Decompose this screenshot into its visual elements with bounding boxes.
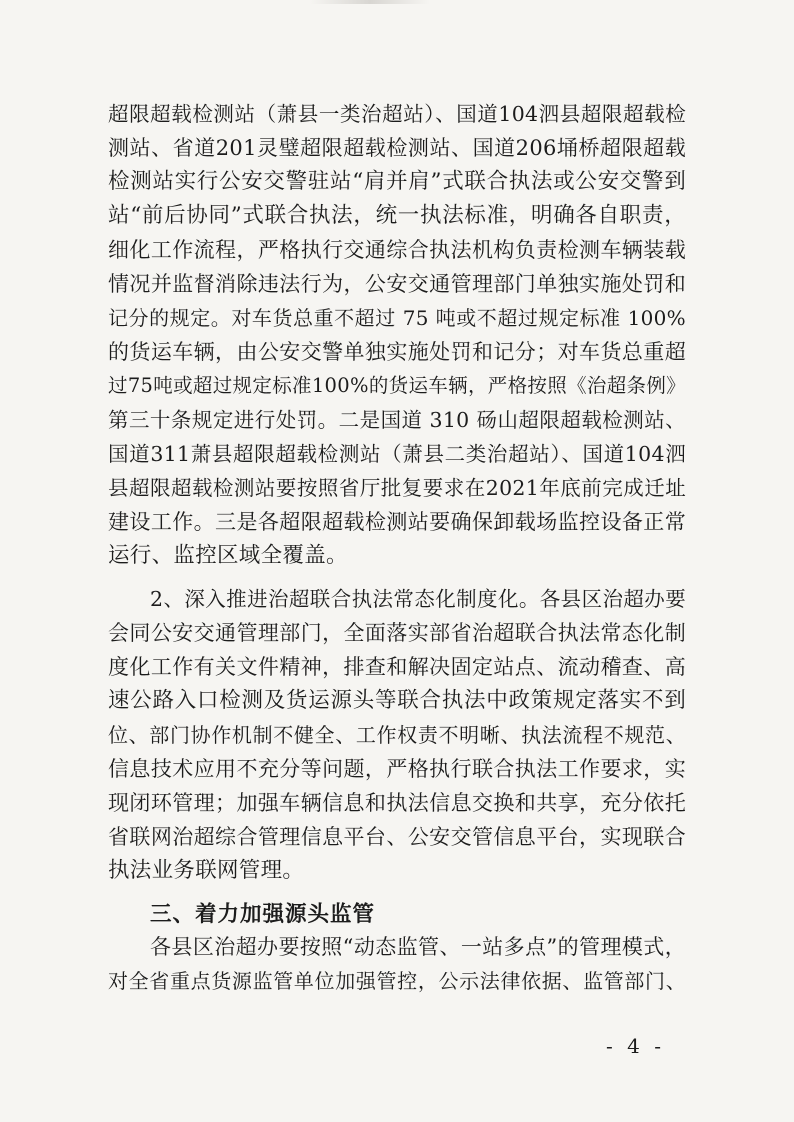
- body-line: 2、深入推进治超联合执法常态化制度化。各县区治超办要: [150, 587, 686, 611]
- body-line: 过75吨或超过规定标准100%的货运车辆，严格按照《治超条例》: [108, 374, 686, 397]
- body-line: 县超限超载检测站要按照省厅批复要求在2021年底前完成迁址: [108, 476, 686, 500]
- body-line: 省联网治超综合管理信息平台、公安交管信息平台，实现联合: [108, 825, 686, 849]
- body-line: 各县区治超办要按照“动态监管、一站多点”的管理模式，: [150, 935, 686, 959]
- body-line: 记分的规定。对车货总重不超过 75 吨或不超过规定标准 100%: [108, 306, 686, 330]
- body-line: 情况并监督消除违法行为，公安交通管理部门单独实施处罚和: [108, 272, 686, 296]
- body-line: 第三十条规定进行处罚。二是国道 310 砀山超限超载检测站、: [108, 408, 686, 432]
- body-line: 执法业务联网管理。: [108, 858, 305, 883]
- body-line: 速公路入口检测及货运源头等联合执法中政策规定落实不到: [108, 688, 686, 713]
- body-line: 国道311萧县超限超载检测站（萧县二类治超站）、国道104泗: [108, 442, 686, 466]
- body-line: 的货运车辆，由公安交警单独实施处罚和记分；对车货总重超: [108, 340, 686, 364]
- section-heading: 三、着力加强源头监管: [150, 902, 376, 927]
- body-line: 位、部门协作机制不健全、工作权责不明晰、执法流程不规范、: [108, 723, 686, 747]
- body-line: 检测站实行公安交警驻站“肩并肩”式联合执法或公安交警到: [108, 169, 686, 194]
- scan-artifact: [310, 0, 430, 4]
- body-line: 超限超载检测站（萧县一类治超站）、国道104泗县超限超载检: [108, 102, 686, 126]
- body-line: 运行、监控区域全覆盖。: [108, 543, 348, 568]
- body-line: 信息技术应用不充分等问题，严格执行联合执法工作要求，实: [108, 757, 686, 781]
- body-line: 细化工作流程，严格执行交通综合执法机构负责检测车辆装载: [108, 238, 686, 262]
- page-number: - 4 -: [606, 1034, 665, 1058]
- body-line: 会同公安交通管理部门，全面落实部省治超联合执法常态化制: [108, 621, 686, 645]
- body-line: 站“前后协同”式联合执法，统一执法标准，明确各自职责，: [108, 203, 686, 228]
- body-line: 度化工作有关文件精神，排查和解决固定站点、流动稽查、高: [108, 655, 686, 679]
- body-line: 建设工作。三是各超限超载检测站要确保卸载场监控设备正常: [108, 510, 686, 534]
- body-line: 对全省重点货源监管单位加强管控，公示法律依据、监管部门、: [108, 969, 686, 993]
- body-line: 现闭环管理；加强车辆信息和执法信息交换和共享，充分依托: [108, 791, 686, 815]
- body-line: 测站、省道201灵璧超限超载检测站、国道206埇桥超限超载: [108, 136, 686, 160]
